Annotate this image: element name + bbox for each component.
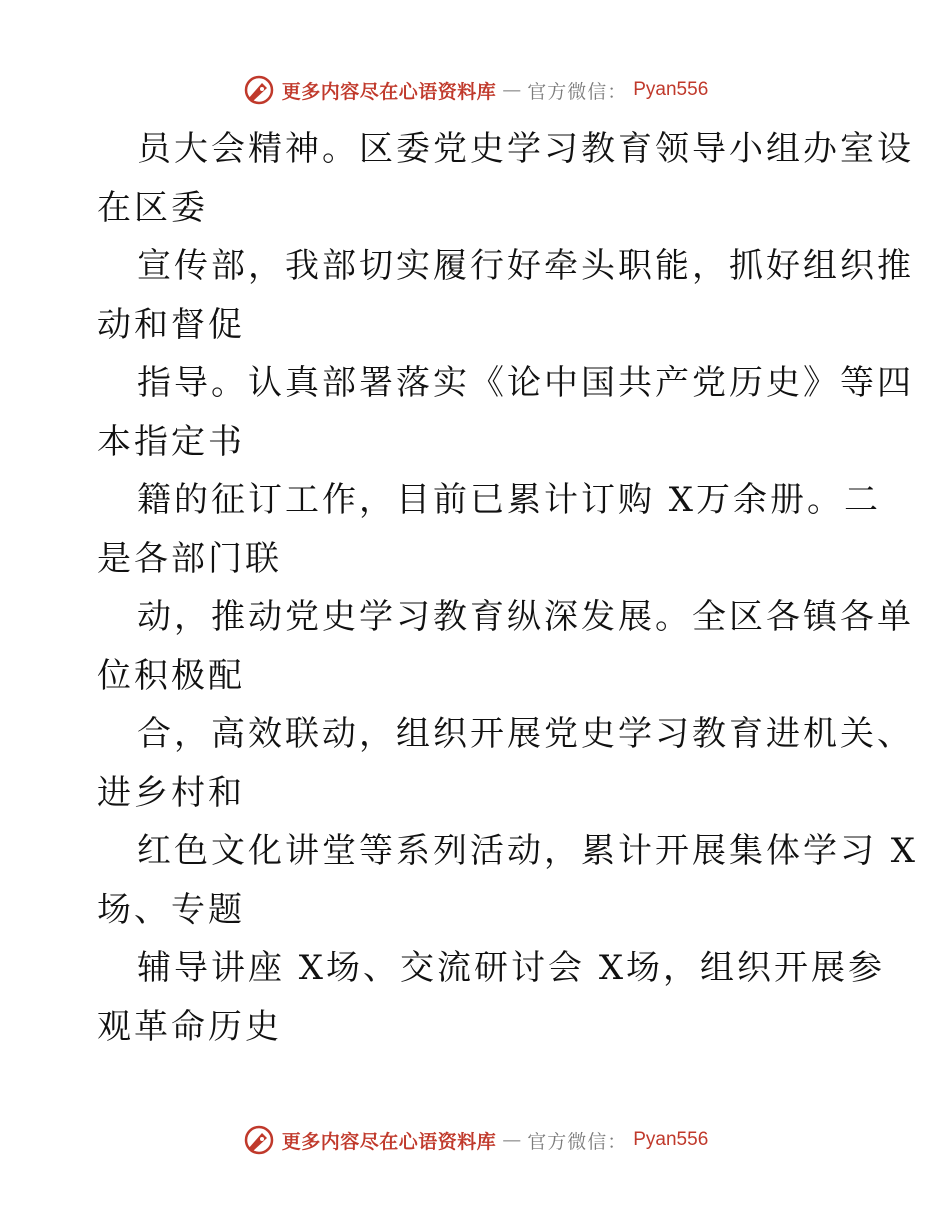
footer-wechat-handle: Pyan556: [633, 1129, 709, 1150]
footer-brand-text: 更多内容尽在心语资料库: [281, 1130, 497, 1153]
footer-official-label: 官方微信：: [527, 1130, 628, 1153]
text-line: 动，推动党史学习教育纵深发展。全区各镇各单: [137, 597, 914, 637]
text-line: 红色文化讲堂等系列活动，累计开展集体学习 X: [137, 831, 919, 871]
text-line: 在区委: [97, 187, 208, 228]
text-line: 场、专题: [97, 889, 245, 930]
header-separator: —: [502, 79, 522, 101]
text-line: 进乡村和: [97, 772, 245, 813]
pen-nib-icon: [242, 73, 276, 107]
header-brand-text: 更多内容尽在心语资料库: [281, 80, 497, 103]
document-body: [97, 120, 919, 1056]
text-line: 员大会精神。区委党史学习教育领导小组办室设: [137, 129, 914, 169]
text-line: 位积极配: [97, 655, 245, 696]
header-official-label: 官方微信：: [527, 80, 628, 103]
footer-banner: [0, 1120, 950, 1160]
text-line: 本指定书: [97, 421, 245, 462]
text-line: 指导。认真部署落实《论中国共产党历史》等四: [137, 363, 914, 403]
text-line: 籍的征订工作，目前已累计订购 X万余册。二: [137, 480, 882, 520]
text-line: 辅导讲座 X场、交流研讨会 X场，组织开展参: [137, 948, 886, 988]
header-wechat-handle: Pyan556: [633, 79, 709, 100]
footer-separator: —: [502, 1129, 522, 1151]
text-line: 宣传部，我部切实履行好牵头职能，抓好组织推: [137, 246, 914, 286]
text-line: 合，高效联动，组织开展党史学习教育进机关、: [137, 714, 914, 754]
pen-nib-icon: [242, 1123, 276, 1157]
text-line: 是各部门联: [97, 538, 282, 579]
text-line: 动和督促: [97, 304, 245, 345]
header-banner: [0, 70, 950, 110]
text-line: 观革命历史: [97, 1006, 282, 1047]
